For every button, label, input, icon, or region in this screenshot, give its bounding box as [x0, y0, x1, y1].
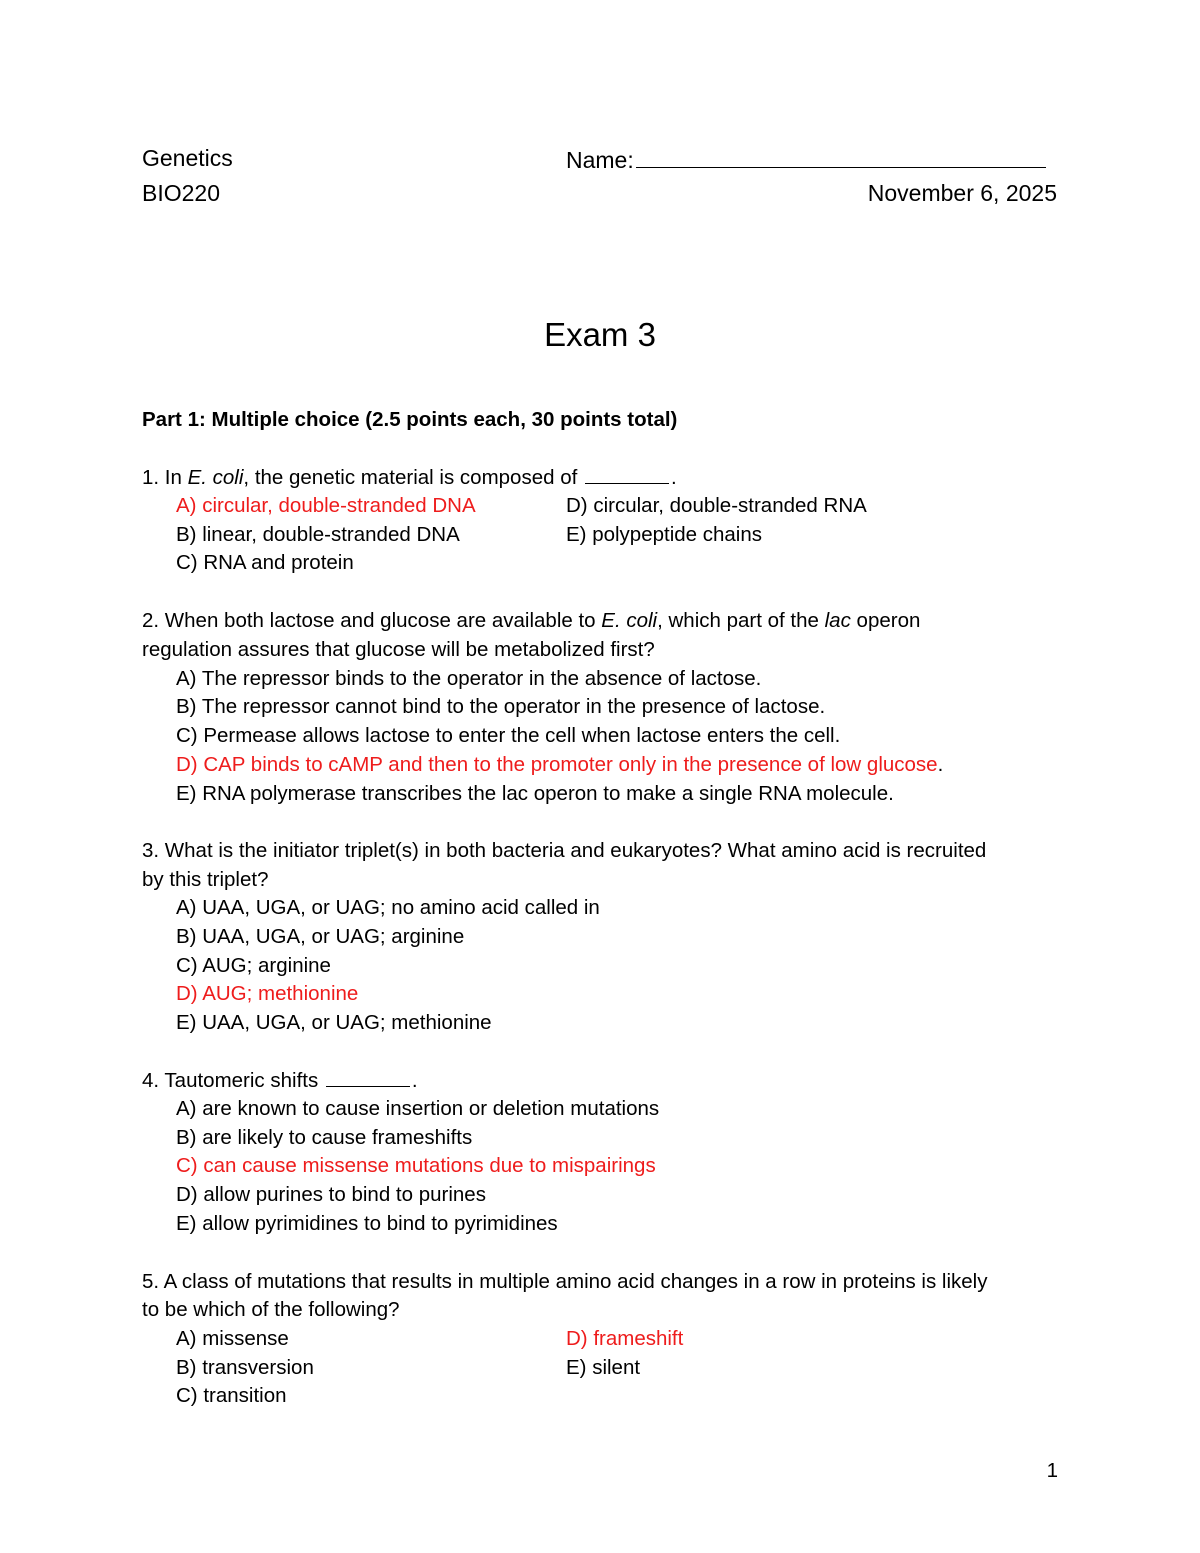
question-2-stem: 2. When both lactose and glucose are available to E. coli, which part of the lac operon [142, 609, 921, 632]
question-1-stem: 1. In E. coli, the genetic material is composed of . [142, 466, 677, 489]
question-5-stem: 5. A class of mutations that results in multiple amino acid changes in a row in proteins is likely [142, 1270, 988, 1293]
q5-option-b: B) transversion [176, 1356, 314, 1379]
q4-option-d: D) allow purines to bind to purines [176, 1183, 486, 1206]
course-code: BIO220 [142, 180, 220, 206]
q3-option-d: D) AUG; methionine [176, 982, 359, 1005]
name-label: Name: [566, 147, 634, 173]
question-2-stem-line2: regulation assures that glucose will be metabolized first? [142, 638, 655, 661]
q3-option-e: E) UAA, UGA, or UAG; methionine [176, 1011, 492, 1034]
q4-option-e: E) allow pyrimidines to bind to pyrimidines [176, 1212, 558, 1235]
page-title: Exam 3 [544, 316, 656, 353]
question-5-stem-line2: to be which of the following? [142, 1298, 400, 1321]
q3-option-c: C) AUG; arginine [176, 954, 331, 977]
answer-blank [326, 1070, 410, 1087]
answer-blank [585, 467, 669, 484]
name-field [566, 147, 1046, 172]
q1-option-b: B) linear, double-stranded DNA [176, 523, 460, 546]
q5-option-a: A) missense [176, 1327, 289, 1350]
question-3-stem-line2: by this triplet? [142, 868, 269, 891]
q2-option-e: E) RNA polymerase transcribes the lac operon to make a single RNA molecule. [176, 782, 894, 805]
name-blank-line [636, 147, 1046, 168]
q5-option-c: C) transition [176, 1384, 287, 1407]
q3-option-a: A) UAA, UGA, or UAG; no amino acid called in [176, 896, 600, 919]
q4-option-a: A) are known to cause insertion or deletion mutations [176, 1097, 660, 1120]
q4-option-c: C) can cause missense mutations due to mispairings [176, 1154, 656, 1177]
page-number: 1 [1046, 1459, 1058, 1482]
q3-option-b: B) UAA, UGA, or UAG; arginine [176, 925, 465, 948]
q1-option-c: C) RNA and protein [176, 551, 354, 574]
q2-option-c: C) Permease allows lactose to enter the cell when lactose enters the cell. [176, 724, 841, 747]
q1-option-e: E) polypeptide chains [566, 523, 763, 546]
q2-option-a: A) The repressor binds to the operator in the absence of lactose. [176, 667, 762, 690]
exam-date: November 6, 2025 [867, 180, 1057, 206]
course-name: Genetics [142, 145, 233, 171]
question-4-stem: 4. Tautomeric shifts . [142, 1069, 418, 1092]
q1-option-a: A) circular, double-stranded DNA [176, 494, 476, 517]
q1-option-d: D) circular, double-stranded RNA [566, 494, 867, 517]
q2-option-b: B) The repressor cannot bind to the operator in the presence of lactose. [176, 695, 826, 718]
q4-option-b: B) are likely to cause frameshifts [176, 1126, 473, 1149]
question-3-stem: 3. What is the initiator triplet(s) in both bacteria and eukaryotes? What amino acid is recruited [142, 839, 987, 862]
q2-option-d: D) CAP binds to cAMP and then to the promoter only in the presence of low glucose. [176, 753, 944, 776]
q5-option-e: E) silent [566, 1356, 641, 1379]
part1-heading: Part 1: Multiple choice (2.5 points each, 30 points total) [142, 408, 678, 431]
q5-option-d: D) frameshift [566, 1327, 684, 1350]
